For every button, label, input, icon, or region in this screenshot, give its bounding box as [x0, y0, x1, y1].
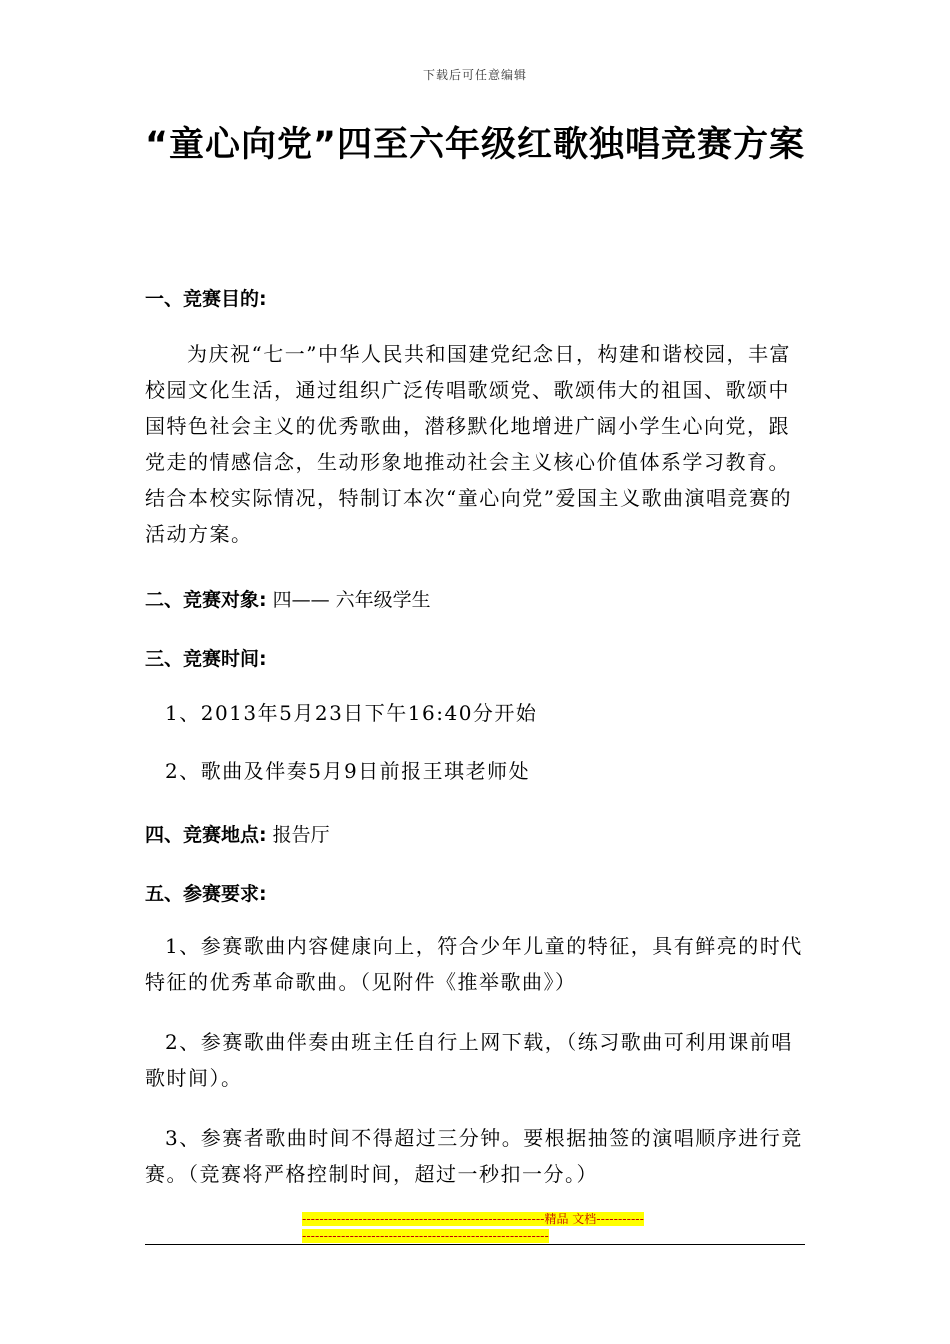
- document-title: “童心向党”四至六年级红歌独唱竞赛方案: [145, 125, 806, 165]
- section-purpose-heading: 一、竞赛目的:: [145, 288, 267, 310]
- requirement-item-2: 2、参赛歌曲伴奏由班主任自行上网下载，（练习歌曲可利用课前唱歌时间）。: [145, 1030, 793, 1090]
- time-item-2: 2、歌曲及伴奏5月9日前报王琪老师处: [165, 759, 531, 783]
- header-note: 下载后可任意编辑: [422, 68, 527, 82]
- section-target-value: 四—— 六年级学生: [272, 589, 431, 611]
- section-time-heading: 三、竞赛时间:: [145, 648, 267, 670]
- requirement-item-1: 1、参赛歌曲内容健康向上，符合少年儿童的特征，具有鲜亮的时代特征的优秀革命歌曲。（见附件《推举歌曲》）: [145, 934, 803, 994]
- time-item-1: 1、2013年5月23日下午16:40分开始: [165, 701, 538, 725]
- section-place-heading: 四、竞赛地点:: [145, 824, 267, 846]
- section-target: [145, 585, 431, 612]
- footer-rule: [145, 1244, 805, 1245]
- section-place-value: 报告厅: [272, 824, 330, 846]
- footer-watermark: [302, 1211, 647, 1245]
- section-purpose-text: 为庆祝“七一”中华人民共和国建党纪念日，构建和谐校园，丰富校园文化生活，通过组织广泛传唱歌颂党、歌颂伟大的祖国、歌颂中国特色社会主义的优秀歌曲，潜移默化地增进广阔小学生心向党，跟党走的情感信念，生动形象地推动社会主义核心价值体系学习教育。结合本校实际情况，特制订本次“童心向党”爱国主义歌曲演唱竞赛的活动方案。: [145, 342, 792, 546]
- footer-watermark-text: --------------------------------------------------------精品 文档--------------------------------------------------------------------: [302, 1212, 644, 1243]
- section-target-heading: 二、竞赛对象:: [145, 589, 267, 611]
- section-place: [145, 820, 330, 847]
- section-requirements-heading: 五、参赛要求:: [145, 883, 267, 905]
- requirement-item-3: 3、参赛者歌曲时间不得超过三分钟。要根据抽签的演唱顺序进行竞赛。（竞赛将严格控制时间，超过一秒扣一分。）: [145, 1126, 803, 1186]
